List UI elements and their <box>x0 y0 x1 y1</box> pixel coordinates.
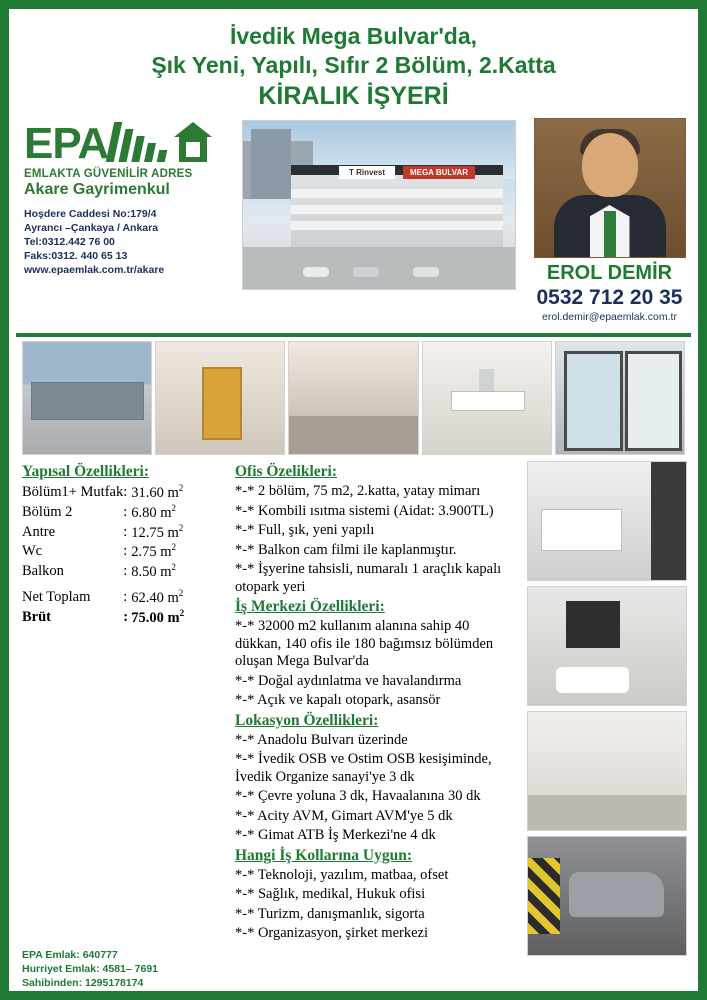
brand-tagline: EMLAKTA GÜVENİLİR ADRES <box>24 168 193 180</box>
table-row <box>22 483 227 503</box>
building-photo <box>242 120 516 290</box>
address-line-2: Ayrancı –Çankaya / Ankara <box>24 222 159 234</box>
photo-thumb-exterior[interactable] <box>22 341 152 455</box>
content-columns <box>12 459 695 990</box>
photo-bathroom[interactable] <box>527 586 687 706</box>
flyer-inner-border <box>9 9 698 991</box>
list-item: *-* Çevre yoluna 3 dk, Havaalanına 30 dk <box>235 788 481 804</box>
list-item: *-* Turizm, danışmanlık, sigorta <box>235 905 425 922</box>
spec-label: Wc <box>22 543 43 560</box>
table-row <box>22 582 227 608</box>
spec-value: 6.80 $m^2$ <box>131 502 176 521</box>
list-item: *-* Acity AVM, Gimart AVM'ye 5 dk <box>235 807 453 824</box>
section-list-suitable-businesses <box>235 867 519 943</box>
list-item: *-* Kombili ısıtma sistemi (Aidat: 3.900TL) <box>235 502 494 519</box>
listing-id-sahibinden: Sahibinden: 1295178174 <box>22 976 144 989</box>
photo-thumb-balcony[interactable] <box>555 341 685 455</box>
spec-sep: : <box>123 543 128 560</box>
spec-sep: : <box>123 483 128 500</box>
table-row <box>22 503 227 523</box>
photo-strip <box>12 337 695 459</box>
spec-value: 62.40 $m^2$ <box>131 588 184 606</box>
table-row <box>22 608 227 628</box>
listing-id-epa: EPA Emlak: 640777 <box>22 948 118 961</box>
agent-block <box>522 116 697 323</box>
structural-heading: Yapısal Özellikleri: <box>22 463 150 480</box>
list-item: *-* Sağlık, medikal, Hukuk ofisi <box>235 886 426 902</box>
list-item: *-* Doğal aydınlatma ve havalandırma <box>235 672 462 689</box>
right-photo-column <box>527 461 685 990</box>
list-item: *-* Teknoloji, yazılım, matbaa, ofset <box>235 866 449 883</box>
hero-photo-block <box>242 116 516 290</box>
footer-spacer <box>12 990 695 996</box>
agent-name: EROL DEMİR <box>546 262 673 284</box>
fax-line: Faks:0312. 440 65 13 <box>24 250 128 262</box>
agent-phone[interactable]: 0532 712 20 35 <box>536 286 683 309</box>
spec-sep: : <box>123 589 128 606</box>
photo-interior-room[interactable] <box>527 461 687 581</box>
photo-parking[interactable] <box>527 836 687 956</box>
title-line-3: KİRALIK İŞYERİ <box>258 82 449 110</box>
logo-text: EPA <box>24 119 109 168</box>
section-heading-business-center: İş Merkezi Özellikleri: <box>235 598 385 615</box>
photo-empty-room[interactable] <box>527 711 687 831</box>
section-list-location <box>235 732 519 845</box>
table-row <box>22 542 227 562</box>
website-link[interactable]: www.epaemlak.com.tr/akare <box>24 264 165 276</box>
spec-sep: : <box>123 608 129 625</box>
section-list-business-center <box>235 618 519 710</box>
list-item: *-* Açık ve kapalı otopark, asansör <box>235 692 441 708</box>
photo-thumb-room[interactable] <box>288 341 418 455</box>
spec-sep: : <box>123 503 128 520</box>
table-row <box>22 523 227 543</box>
structural-table <box>22 483 227 628</box>
house-icon <box>174 122 212 162</box>
section-heading-location: Lokasyon Özellikleri: <box>235 711 379 729</box>
list-item: *-* Balkon cam filmi ile kaplanmıştır. <box>235 541 457 558</box>
table-row <box>22 562 227 582</box>
brand-address <box>24 207 236 277</box>
list-item: *-* Gimat ATB İş Merkezi'ne 4 dk <box>235 827 436 843</box>
list-item: *-* 2 bölüm, 75 m2, 2.katta, yatay mimarı <box>235 483 481 499</box>
listing-ids <box>22 948 227 990</box>
hero-sign-red: MEGA BULVAR <box>403 166 475 179</box>
photo-thumb-entrance[interactable] <box>155 341 285 455</box>
top-band <box>12 114 695 329</box>
spec-value: 12.75 $m^2$ <box>131 522 184 541</box>
spec-sep: : <box>123 563 128 580</box>
photo-thumb-kitchen[interactable] <box>422 341 552 455</box>
section-heading-suitable-businesses: Hangi İş Kollarına Uygun: <box>235 846 412 864</box>
title-line-2: Şık Yeni, Yapılı, Sıfır 2 Bölüm, 2.Katta <box>151 52 556 78</box>
brand-company: Akare Gayrimenkul <box>24 181 170 198</box>
list-item: *-* 32000 m2 kullanım alanına sahip 40 dükkan, 140 ofis ile 180 bağımsız bölümden oluşan Mega Bulvar'da <box>235 618 494 669</box>
spec-value: 8.50 $m^2$ <box>131 562 176 581</box>
section-list-office <box>235 483 519 596</box>
structural-column <box>22 461 227 990</box>
spec-value: 75.00 $m^2$ <box>131 607 185 626</box>
avatar <box>534 118 686 258</box>
spec-label: Bölüm 2 <box>22 503 73 520</box>
features-column <box>235 461 519 990</box>
spec-value: 31.60 $m^2$ <box>131 483 184 501</box>
agent-email[interactable]: erol.demir@epaemlak.com.tr <box>542 311 677 323</box>
section-heading-office: Ofis Özelikleri: <box>235 463 338 480</box>
list-item: *-* Full, şık, yeni yapılı <box>235 522 375 538</box>
brand-block <box>24 116 236 277</box>
address-line-1: Hoşdere Caddesi No:179/4 <box>24 208 157 220</box>
spec-label: Net Toplam <box>22 589 91 606</box>
spec-value: 2.75 $m^2$ <box>131 542 176 561</box>
header-titles <box>12 12 695 114</box>
spec-label: Balkon <box>22 563 64 580</box>
hero-sign-white: T Rinvest <box>339 166 395 179</box>
spec-label: Antre <box>22 523 56 540</box>
phone-line: Tel:0312.442 76 00 <box>24 236 115 248</box>
list-item: *-* Anadolu Bulvarı üzerinde <box>235 731 408 748</box>
listing-id-hurriyet: Hurriyet Emlak: 4581– 7691 <box>22 962 159 975</box>
spec-sep: : <box>123 523 128 540</box>
title-line-1: İvedik Mega Bulvar'da, <box>229 23 478 49</box>
list-item: *-* İvedik OSB ve Ostim OSB kesişiminde, İvedik Organize sanayi'ye 3 dk <box>235 751 492 785</box>
logo-bars-icon <box>110 122 168 162</box>
spec-label: Brüt <box>22 608 51 625</box>
spec-label: Bölüm1+ Mutfak <box>22 483 124 500</box>
list-item: *-* İşyerine tahsisli, numaralı 1 araçlık kapalı otopark yeri <box>235 561 502 595</box>
list-item: *-* Organizasyon, şirket merkezi <box>235 925 429 941</box>
logo <box>24 116 236 166</box>
